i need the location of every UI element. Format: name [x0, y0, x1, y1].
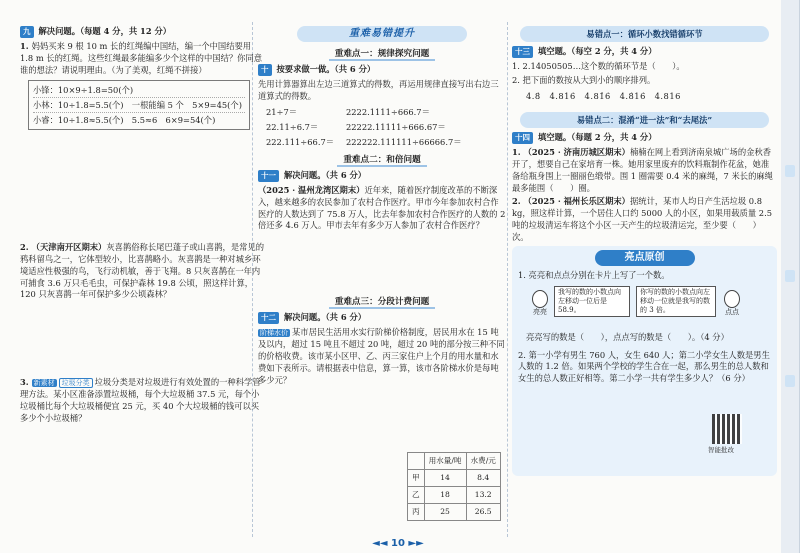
question-text: 妈妈买来 9 根 10 m 长的红绳编中国结，编一个中国结要用 1.8 m 长的红绳。这些红绳最多能编多少个这样的中国结？你同意谁的想法？请说明理由。（为了美观，红绳不拼接） [20, 41, 263, 75]
question-text [512, 196, 777, 243]
question-text: 2. 把下面的数按从大到小的顺序排列。 [512, 74, 656, 85]
section-10-header [258, 64, 506, 76]
question-body: 据统计，某市人均日产生活垃圾 0.8 kg，照这样计算，一个居住人口约 5000 人的小区，如果用载质量 2.5 吨的垃圾清运车将这个小区一天产生的垃圾清运完，至少要（ ）次。 [512, 196, 772, 242]
chapter-banner: 重难易错提升 [297, 26, 467, 42]
question-body: 楠楠在网上看到济南泉城广场的金秋香开了，想要自己在家培育一株。她用家里废弃的饮料瓶制作花盆，她准备给瓶身围上一圈丽色缎带。围 1 圈需要 0.4 米的麻绳，7 米长的麻绳最多能围（ ）圈。 [512, 147, 773, 193]
table-header [408, 453, 425, 470]
column-right [512, 26, 777, 535]
question-number: 2. [20, 242, 29, 253]
question-source: 2. （2025 · 福州长乐区期末） [512, 196, 630, 207]
question-source: （2025 · 温州龙湾区期末） [258, 184, 365, 195]
kid-name: 亮亮 [533, 307, 547, 316]
table-header: 水费/元 [466, 453, 500, 470]
table-cell: 14 [424, 470, 466, 487]
column-left [20, 26, 264, 535]
subsection-title: 重难点一：规律探究问题 [329, 49, 436, 61]
subsection-heading [258, 154, 506, 166]
question-text: 垃圾分类是对垃圾进行有效处置的一种科学管理方法。某小区准备添置垃圾桶，每个大垃圾桶 37.5 元，每个小垃圾桶比每个大垃圾桶便宜 25 元，买 40 个大垃圾桶的钱可以买多少个小垃圾桶？ [20, 377, 261, 423]
table-cell: 13.2 [466, 487, 500, 504]
side-tab-mark [785, 270, 795, 282]
table-row [408, 504, 501, 521]
calc-item: 22.11÷6.7＝ [266, 121, 319, 132]
table-cell: 18 [424, 487, 466, 504]
section-number-badge: 九 [20, 26, 34, 38]
question-3 [20, 377, 264, 424]
solution-line: 小林：10÷1.8=5.5(个) 一根能编 5 个 5×9=45(个) [33, 98, 245, 113]
qr-label: 智能批改 [708, 445, 734, 454]
question-text: 1. 2.14050505…这个数的循环节是（ ）。 [512, 61, 685, 71]
page-number: ◄◄ 10 ►► [372, 537, 424, 549]
error-point-2-title: 易错点二：混淆“进一法”和“去尾法” [520, 112, 769, 128]
question-text: 灰喜鹊俗称长尾巴蓬子或山喜鹊，是常见的鸦科留鸟之一，它体型较小，比喜鹊略小。灰喜鹊是一种对城乡环境适应性极强的鸟，飞行动机敏，善于飞翔。8 只灰喜鹊在一年内可捕食 3.6 万只毛毛虫，可保护森林 19.8 公顷，照这样计算，120 只灰喜鹊一年可保护多少公顷森林？ [20, 242, 264, 300]
page-number-value: 10 [391, 537, 405, 549]
water-usage-table [407, 452, 501, 521]
question-number: 1. [20, 41, 29, 51]
section-number-badge: 十三 [512, 46, 533, 58]
section-14-header [512, 132, 777, 144]
calculation-grid [266, 105, 506, 149]
subsection-heading [258, 296, 506, 308]
speech-bubble: 你写的数的小数点向左移动一位就是我写的数的 3 倍。 [636, 286, 716, 317]
question-text [512, 147, 777, 194]
subsection-heading [258, 48, 506, 60]
qr-code-icon[interactable] [712, 414, 742, 444]
section-13-header [512, 46, 777, 58]
calc-item: 222.111÷66.7＝ [266, 136, 335, 147]
section-9-header [20, 26, 264, 38]
kid-diandian [724, 290, 740, 318]
question-text [258, 327, 506, 386]
section-number-badge: 十一 [258, 170, 279, 182]
table-row [408, 487, 501, 504]
instruction-text: 先用计算器算出左边三道算式的得数，再运用规律直接写出右边三道算式的得数。 [258, 79, 499, 101]
table-cell: 甲 [408, 470, 425, 487]
calc-item: 22222.11111÷666.67＝ [346, 121, 446, 132]
new-material-tag: 新素材 [33, 379, 55, 388]
section-title: 解决问题。（共 6 分） [284, 312, 367, 323]
column-divider [507, 22, 508, 537]
section-title: 按要求做一做。（共 6 分） [276, 64, 376, 75]
topic-tag: 阶梯水价 [260, 329, 288, 338]
subsection-title: 重难点二：和倍问题 [337, 155, 426, 167]
question-2 [20, 242, 264, 301]
table-cell: 丙 [408, 504, 425, 521]
highlight-title: 亮点原创 [595, 250, 695, 266]
highlight-original-box [512, 246, 777, 476]
calc-item: 222222.111111÷66666.7＝ [346, 136, 462, 147]
solution-lines-box [28, 80, 250, 130]
question-source: 1. （2025 · 济南历城区期末） [512, 147, 630, 158]
calc-item: 2222.1111÷666.7＝ [346, 106, 430, 117]
question-body: 某市居民生活用水实行阶梯价格制度，居民用水在 15 吨及以内，超过 15 吨且不超过 20 吨，超过 20 吨的部分按三种不同的价格收费。该市某小区甲、乙、丙三家住户上个月的用水量和水费如下表所示。请根据表中信息，算一算，该市各阶梯水价是每吨多少元？ [258, 327, 505, 385]
calc-item: 21÷7＝ [266, 106, 298, 117]
section-title: 解决问题。（共 6 分） [284, 170, 367, 181]
section-number-badge: 十四 [512, 132, 533, 144]
section-11-header [258, 170, 506, 182]
number-list: 4.8̇ 4.816̇ 4.81̇6̇ 4.8̇16̇ 4.816 [526, 90, 681, 101]
subsection-title: 重难点三：分段计费问题 [329, 297, 436, 309]
question-text: 2. 第一小学有男生 760 人，女生 640 人；第二小学女生人数是男生人数的 1.2 倍。如果两个学校的学生合在一起，那么男生的总人数和女生的总人数正好相等。第二小学一共有学生多少人？（6 分） [518, 349, 770, 384]
side-tab-mark [785, 165, 795, 177]
table-header-row [408, 453, 501, 470]
speech-bubble: 我写的数的小数点向左移动一位后是 58.9。 [554, 286, 630, 317]
section-title: 解决问题。（每题 4 分，共 12 分） [38, 26, 172, 37]
question-text: 1. 亮亮和点点分别在卡片上写了一个数。 [518, 269, 670, 280]
error-point-1-title: 易错点一：循环小数找错循环节 [520, 26, 769, 42]
kid-avatar-icon [532, 290, 548, 308]
question-1 [20, 41, 264, 76]
side-tab-mark [785, 375, 795, 387]
table-cell: 8.4 [466, 470, 500, 487]
table-row [408, 470, 501, 487]
table-header: 用水量/吨 [424, 453, 466, 470]
answer-line: 亮亮写的数是（ ），点点写的数是（ ）。（4 分） [526, 331, 729, 342]
kid-name: 点点 [725, 307, 739, 316]
section-title: 填空题。（每题 2 分，共 4 分） [538, 132, 657, 143]
table-cell: 25 [424, 504, 466, 521]
kid-avatar-icon [724, 290, 740, 308]
section-title: 填空题。（每空 2 分，共 4 分） [538, 46, 657, 57]
table-cell: 乙 [408, 487, 425, 504]
kid-liangliang [532, 290, 548, 318]
section-number-badge: 十 [258, 64, 272, 76]
question-text [258, 185, 506, 232]
table-cell: 26.5 [466, 504, 500, 521]
topic-tag: 垃圾分类 [59, 378, 93, 388]
section-number-badge: 十二 [258, 312, 279, 324]
solution-line: 小锋：10×9÷1.8=50(个) [33, 83, 245, 98]
question-number: 3. [20, 377, 29, 388]
solution-line: 小睿：10÷1.8≈5.5(个) 5.5≈6 6×9=54(个) [33, 115, 216, 126]
section-12-header [258, 312, 506, 324]
question-body: 近年来，随着医疗制度改革的不断深入，越来越多的农民参加了农村合作医疗。甲市今年参加农村合作医疗的人数达到了 75.8 万人，比去年参加农村合作医疗的人数的 2 倍还多 4.6 万人。甲市去年有多少万人参加了农村合作医疗？ [258, 184, 506, 231]
question-source: （天津南开区期末） [31, 242, 107, 253]
